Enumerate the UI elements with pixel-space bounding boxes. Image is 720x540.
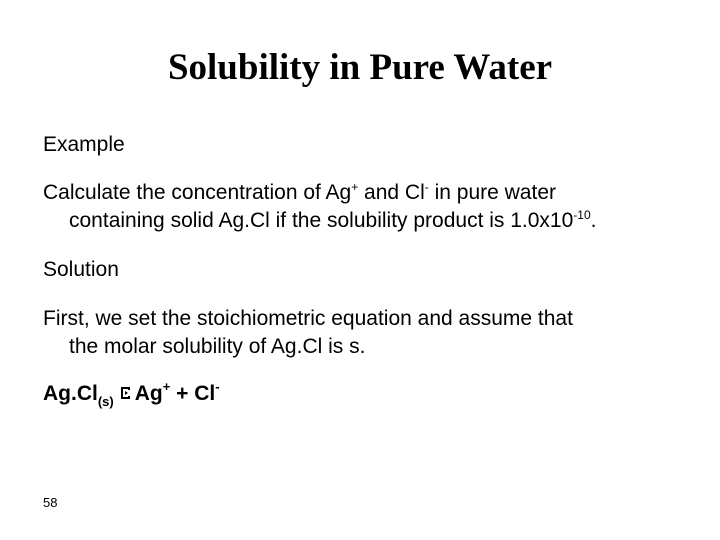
product-ag-charge: + <box>162 379 171 394</box>
example-line-2 <box>43 207 671 235</box>
example-heading: Example <box>43 133 125 156</box>
example-text-part: in pure water <box>428 181 556 204</box>
solution-line-2: the molar solubility of Ag.Cl is s. <box>69 335 366 358</box>
solution-heading: Solution <box>43 258 119 281</box>
reactant-state: (s) <box>97 394 114 409</box>
dissociation-equation <box>43 380 220 408</box>
equilibrium-arrow-icon <box>120 380 131 408</box>
example-text-part: containing solid Ag.Cl if the solubility product is 1.0x10 <box>69 209 574 232</box>
product-cl-charge: - <box>215 379 220 394</box>
reactant: Ag.Cl <box>43 382 98 405</box>
page-number: 58 <box>43 495 58 510</box>
ksp-exponent: -10 <box>573 208 591 222</box>
ag-charge: + <box>351 180 359 194</box>
example-text-part: and Cl <box>358 181 425 204</box>
plus-sign: + <box>176 382 189 405</box>
solution-paragraph <box>43 305 671 361</box>
example-text-part: . <box>590 209 597 232</box>
solution-line-1: First, we set the stoichiometric equation and assume that <box>43 307 573 330</box>
product-ag: Ag <box>134 382 163 405</box>
product-cl: Cl <box>194 382 216 405</box>
example-text-part: Calculate the concentration of Ag <box>43 181 352 204</box>
cl-charge: - <box>424 180 429 194</box>
slide-title: Solubility in Pure Water <box>167 47 553 88</box>
example-paragraph <box>43 179 671 235</box>
